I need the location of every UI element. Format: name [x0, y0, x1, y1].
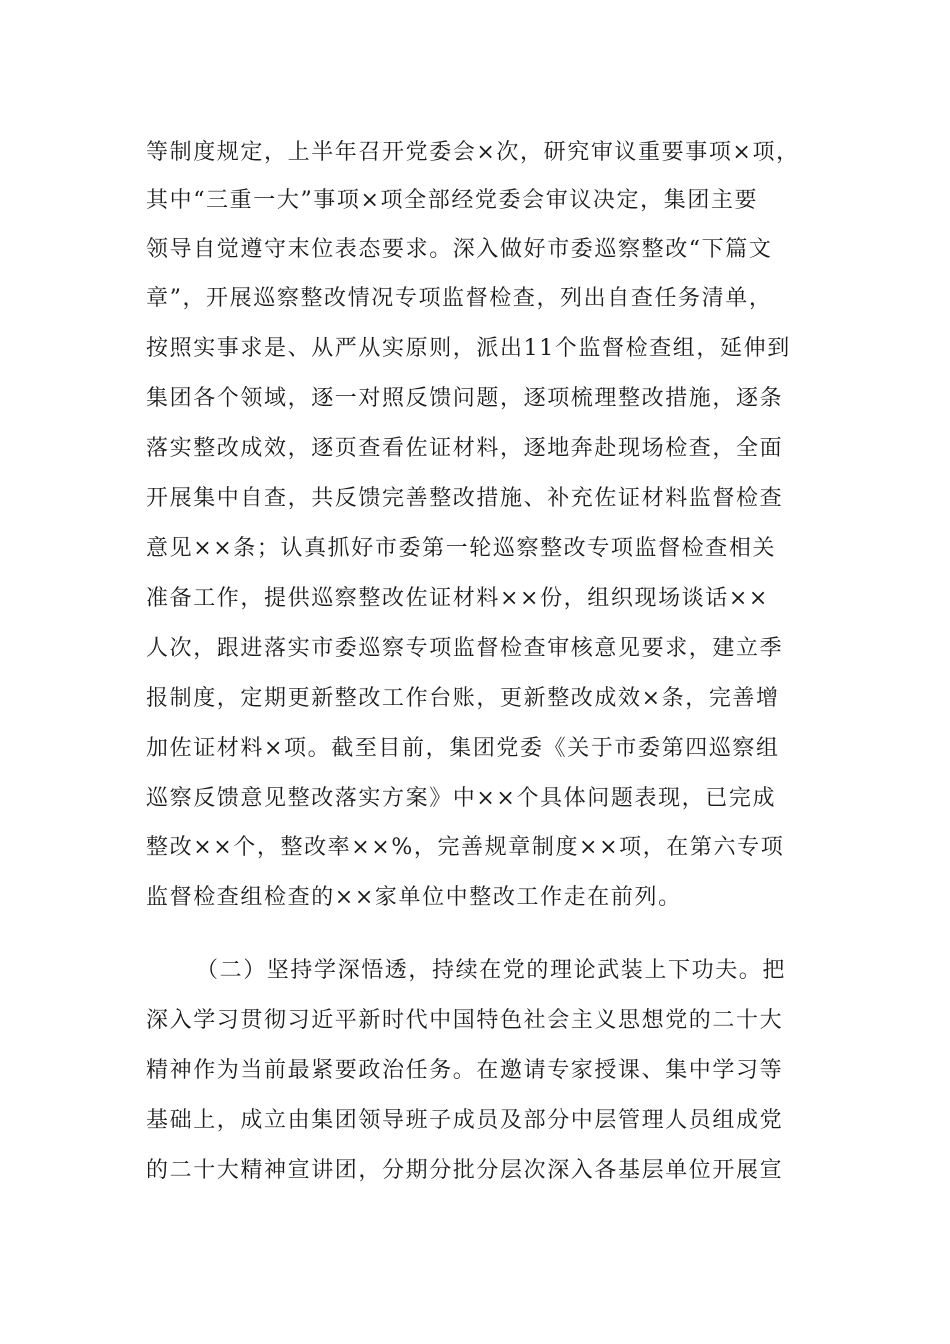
paragraph-1-line-4: 章”，开展巡察整改情况专项监督检查，列出自查任务清单， — [146, 286, 773, 311]
paragraph-2-line-3: 精神作为当前最紧要政治任务。在邀请专家授课、集中学习等 — [146, 1058, 784, 1083]
paragraph-1-line-8: 开展集中自查，共反馈完善整改措施、补充佐证材料监督检查 — [146, 486, 784, 511]
paragraph-1-line-3: 领导自觉遵守末位表态要求。深入做好市委巡察整改“下篇文 — [146, 237, 773, 262]
paragraph-2-line-5: 的二十大精神宣讲团，分期分批分层次深入各基层单位开展宣 — [146, 1158, 784, 1183]
paragraph-1-line-9: 意见××条；认真抓好市委第一轮巡察整改专项监督检查相关 — [146, 536, 777, 561]
paragraph-1-line-15: 整改××个，整改率××%，完善规章制度××项，在第六专项 — [146, 835, 785, 860]
paragraph-2-line-1: （二）坚持学深悟透，持续在党的理论武装上下功夫。把 — [196, 958, 787, 983]
paragraph-1-line-10: 准备工作，提供巡察整改佐证材料××份，组织现场谈话×× — [146, 586, 769, 611]
paragraph-1-line-16: 监督检查组检查的××家单位中整改工作走在前列。 — [146, 885, 682, 910]
paragraph-1-line-6: 集团各个领域，逐一对照反馈问题，逐项梳理整改措施，逐条 — [146, 386, 784, 411]
paragraph-1-line-11: 人次，跟进落实市委巡察专项监督检查审核意见要求，建立季 — [146, 636, 784, 661]
paragraph-2-line-4: 基础上，成立由集团领导班子成员及部分中层管理人员组成党 — [146, 1108, 784, 1133]
paragraph-1-line-13: 加佐证材料×项。截至目前，集团党委《关于市委第四巡察组 — [146, 736, 780, 761]
paragraph-1-line-12: 报制度，定期更新整改工作台账，更新整改成效×条，完善增 — [146, 686, 780, 711]
paragraph-1-line-7: 落实整改成效，逐页查看佐证材料，逐地奔赴现场检查，全面 — [146, 436, 784, 461]
paragraph-1-line-1: 等制度规定，上半年召开党委会×次，研究审议重要事项×项， — [146, 140, 800, 165]
paragraph-1-line-2: 其中“三重一大”事项×项全部经党委会审议决定，集团主要 — [146, 188, 759, 213]
paragraph-1-line-14: 巡察反馈意见整改落实方案》中××个具体问题表现，已完成 — [146, 786, 777, 811]
paragraph-2-line-2: 深入学习贯彻习近平新时代中国特色社会主义思想党的二十大 — [146, 1008, 784, 1033]
paragraph-1-line-5: 按照实事求是、从严从实原则，派出11个监督检查组，延伸到 — [146, 336, 791, 361]
